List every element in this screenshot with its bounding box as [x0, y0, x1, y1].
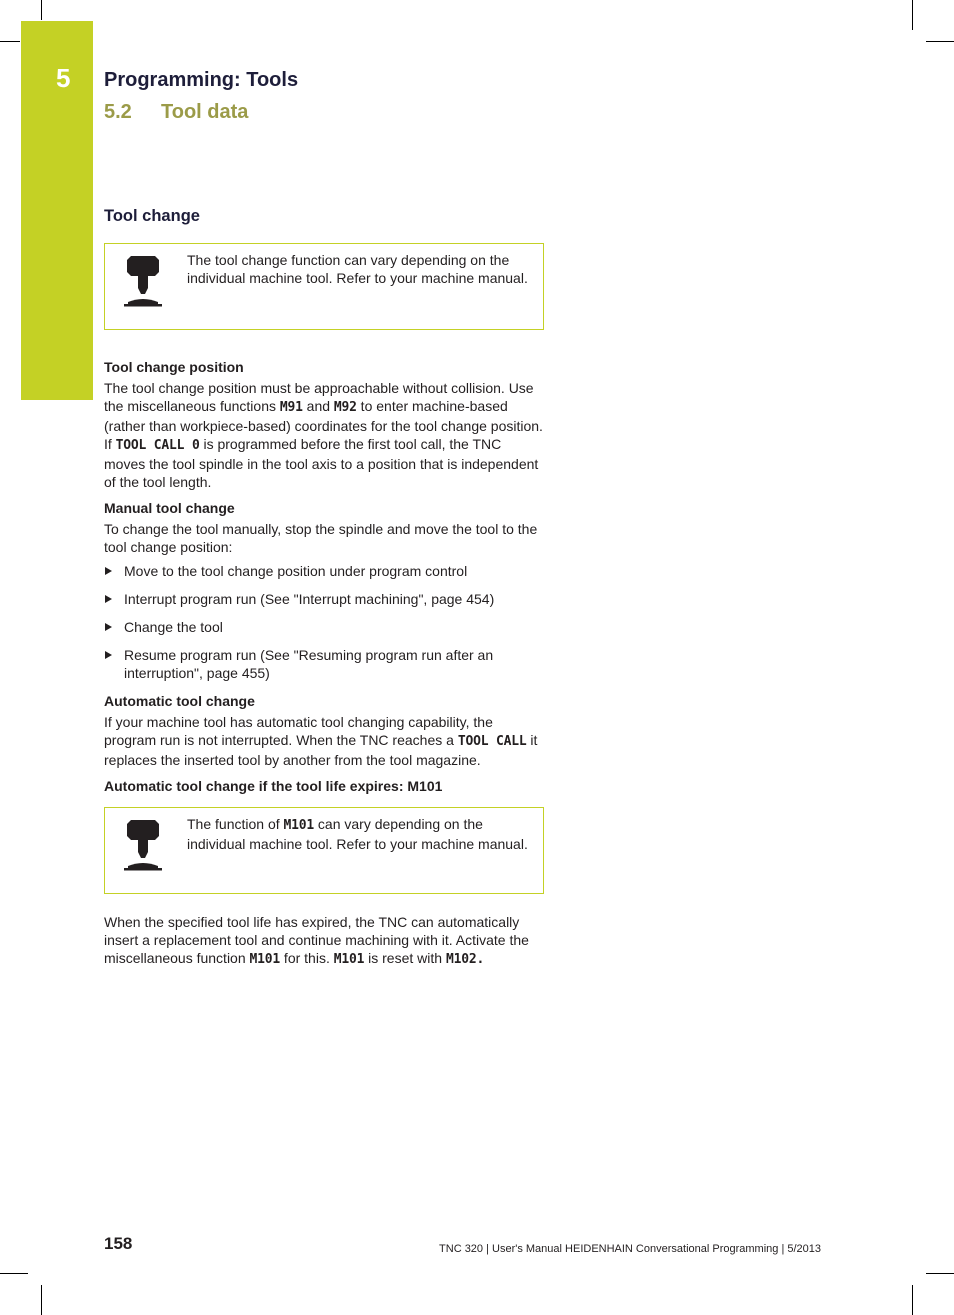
page-heading: Tool change [104, 207, 200, 225]
code-m102: M102. [445, 952, 485, 967]
subheading-automatic-tool-change: Automatic tool change [104, 693, 255, 709]
note-box [104, 243, 544, 330]
note-box [104, 807, 544, 894]
list-item: Change the tool [104, 618, 544, 636]
crop-mark [0, 1273, 28, 1274]
crop-mark [912, 0, 913, 30]
arrow-right-icon [105, 651, 112, 659]
subheading-manual-tool-change: Manual tool change [104, 500, 235, 516]
crop-mark [0, 41, 20, 42]
paragraph-manual-tool-change: To change the tool manually, stop the spindle and move the tool to the tool change position: [104, 521, 538, 555]
paragraph-tool-change-position: The tool change position must be approachable without collision. Use the miscellaneous functions M91 and M92 to enter machine-based (rather than workpiece-based) coordinates for the tool change position. If TOOL CALL 0 is programmed before the first tool call, the TNC moves the tool spindle in the tool axis to a position that is independent of the tool length. [104, 380, 543, 490]
page-number: 158 [104, 1234, 133, 1253]
section-title: Tool data [161, 101, 249, 123]
crop-mark [41, 0, 42, 20]
main-content [104, 204, 544, 969]
list-item: Move to the tool change position under program control [104, 562, 544, 580]
chapter-number: 5 [56, 63, 71, 93]
arrow-right-icon [105, 623, 112, 631]
code-m101: M101 [333, 952, 365, 967]
crop-mark [926, 1273, 954, 1274]
arrow-right-icon [105, 567, 112, 575]
list-item: Interrupt program run (See "Interrupt machining", page 454) [104, 590, 544, 608]
crop-mark [926, 41, 954, 42]
note-text: The tool change function can vary depending on the individual machine tool. Refer to your machine manual. [187, 252, 528, 286]
paragraph-m101: When the specified tool life has expired, the TNC can automatically insert a replacement tool and continue machining with it. Activate the miscellaneous function M101 for this. M101 is reset with M102. [104, 914, 529, 967]
machine-tool-note-icon [123, 254, 163, 310]
subheading-m101: Automatic tool change if the tool life expires: M101 [104, 778, 443, 794]
page-footer: TNC 320 | User's Manual HEIDENHAIN Conversational Programming | 5/2013 [439, 1243, 821, 1255]
machine-tool-note-icon [123, 818, 163, 874]
code-tool-call: TOOL CALL [457, 734, 527, 749]
code-m91: M91 [279, 400, 303, 415]
note-text: The function of M101 can vary depending on the individual machine tool. Refer to your machine manual. [187, 816, 528, 852]
code-m101: M101 [249, 952, 281, 967]
paragraph-automatic-tool-change: If your machine tool has automatic tool changing capability, the program run is not interrupted. When the TNC reaches a TOOL CALL it replaces the inserted tool by another from the tool magazine. [104, 714, 538, 768]
code-m101: M101 [283, 818, 315, 833]
step-list [104, 562, 544, 682]
chapter-title: Programming: Tools [104, 69, 299, 91]
subheading-tool-change-position: Tool change position [104, 359, 244, 375]
crop-mark [912, 1285, 913, 1315]
section-number: 5.2 [104, 101, 132, 123]
crop-mark [41, 1285, 42, 1315]
code-tool-call-0: TOOL CALL 0 [115, 438, 200, 453]
arrow-right-icon [105, 595, 112, 603]
code-m92: M92 [333, 400, 357, 415]
list-item: Resume program run (See "Resuming program run after an interruption", page 455) [104, 646, 544, 682]
